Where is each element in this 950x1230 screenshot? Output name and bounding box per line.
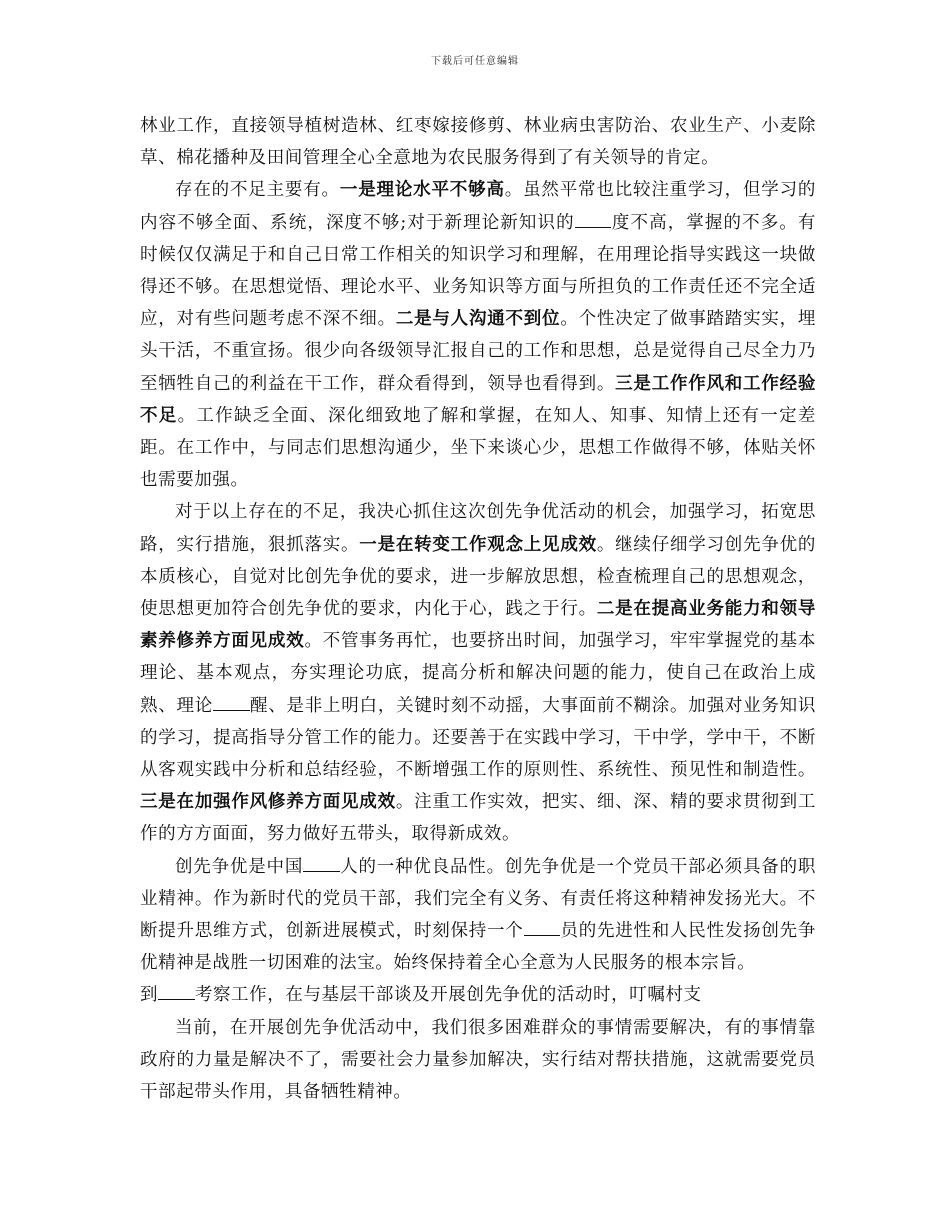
paragraph-3-point-3-heading: 三是在加强作风修养方面见成效 <box>140 792 396 813</box>
paragraph-2-intro: 存在的不足主要有。 <box>175 180 340 201</box>
paragraph-3-point-2-text-b: 醒、是非上明白，关键时刻不动摇，大事面前不糊涂。加强对业务知识的学习，提高指导分管工作的能力。还要善于在实践中学习，干中学，学中干，不断从客观实践中分析和总结经验，不断增强工作的原则性、系统性、预见性和制造性。 <box>140 695 816 781</box>
paragraph-3-point-2-text-a: 。不管事务再忙，也要挤出时间，加强学习，牢牢掌握党的基本理论、基本观点，夯实理论功底，提高分析和解决问题的能力，使自己在政治上成熟、理论 <box>140 631 816 716</box>
paragraph-4-text-b: 人的一种优良品性。创先争优是一个党员干部必须具备的职业精神。作为新时代的党员干部，我们完全有义务、有责任将这种精神发扬光大。不断提升思维方式，创新进展模式，时刻保持一个 <box>140 856 816 942</box>
paragraph-2-point-2-text: 。个性决定了做事踏踏实实，埋头干活，不重宣扬。很少向各级领导汇报自己的工作和思想，总是觉得自己尽全力乃至牺牲自己的利益在干工作，群众看得到，领导也看得到。 <box>140 309 816 394</box>
blank-underline <box>524 920 561 936</box>
paragraph-6-text: 当前，在开展创先争优活动中，我们很多困难群众的事情需要解决，有的事情靠政府的力量是解决不了，需要社会力量参加解决，实行结对帮扶措施，这就需要党员干部起带头作用，具备牺牲精神。 <box>140 1017 816 1103</box>
blank-underline <box>303 856 340 872</box>
paragraph-4-text-c: 员的先进性和人民性发扬创先争优精神是战胜一切困难的法宝。始终保持着全心全意为人民服务的根本宗旨。 <box>140 921 816 974</box>
paragraph-6 <box>140 1012 816 1109</box>
blank-underline <box>158 985 195 1001</box>
paragraph-5-text-a: 到 <box>140 985 159 1006</box>
paragraph-2-point-3-text: 。工作缺乏全面、深化细致地了解和掌握，在知人、知事、知情上还有一定差距。在工作中，与同志们思想沟通少，坐下来谈心少，思想工作做得不够，体贴关怀也需要加强。 <box>140 405 816 491</box>
page-header <box>0 52 950 67</box>
paragraph-1 <box>140 110 816 174</box>
paragraph-2-point-1-text-b: 度不高，掌握的不多。有时候仅仅满足于和自己日常工作相关的知识学习和理解，在用理论指导实践这一块做得还不够。在思想觉悟、理论水平、业务知识等方面与所担负的工作责任还不完全适应，对有些问题考虑不深不细。 <box>140 212 816 330</box>
document-body <box>140 110 816 1108</box>
blank-underline <box>213 695 250 711</box>
paragraph-3-point-3-text: 。注重工作实效，把实、细、深、精的要求贯彻到工作的方方面面，努力做好五带头，取得新成效。 <box>140 792 816 845</box>
paragraph-3-intro: 对于以上存在的不足，我决心抓住这次创先争优活动的机会，加强学习，拓宽思路，实行措施，狠抓落实。 <box>140 502 816 555</box>
paragraph-1-text: 林业工作，直接领导植树造林、红枣嫁接修剪、林业病虫害防治、农业生产、小麦除草、棉花播种及田间管理全心全意地为农民服务得到了有关领导的肯定。 <box>140 116 816 169</box>
paragraph-5-text-b: 考察工作，在与基层干部谈及开展创先争优的活动时，叮嘱村支 <box>194 985 702 1006</box>
paragraph-3-point-1-heading: 一是在转变工作观念上见成效 <box>359 534 597 555</box>
paragraph-4 <box>140 851 816 980</box>
paragraph-3-point-1-text: 。继续仔细学习创先争优的本质核心，自觉对比创先争优的要求，进一步解放思想，检查梳理自己的思想观念，使思想更加符合创先争优的要求，内化于心，践之于行。 <box>140 534 816 620</box>
paragraph-5 <box>140 979 816 1011</box>
paragraph-2-point-3-heading: 三是工作作风和工作经验不足 <box>140 373 816 426</box>
paragraph-2-point-1-heading: 一是理论水平不够高 <box>339 180 505 201</box>
paragraph-2 <box>140 174 816 496</box>
paragraph-3 <box>140 496 816 850</box>
paragraph-2-point-1-text-a: 。虽然平常也比较注重学习，但学习的内容不够全面、系统，深度不够;对于新理论新知识的 <box>140 180 817 233</box>
header-text: 下载后可任意编辑 <box>431 56 519 67</box>
paragraph-3-point-2-heading: 二是在提高业务能力和领导素养修养方面见成效 <box>140 599 816 652</box>
blank-underline <box>575 212 612 228</box>
paragraph-4-text-a: 创先争优是中国 <box>175 856 304 877</box>
paragraph-2-point-2-heading: 二是与人沟通不到位 <box>395 309 561 330</box>
